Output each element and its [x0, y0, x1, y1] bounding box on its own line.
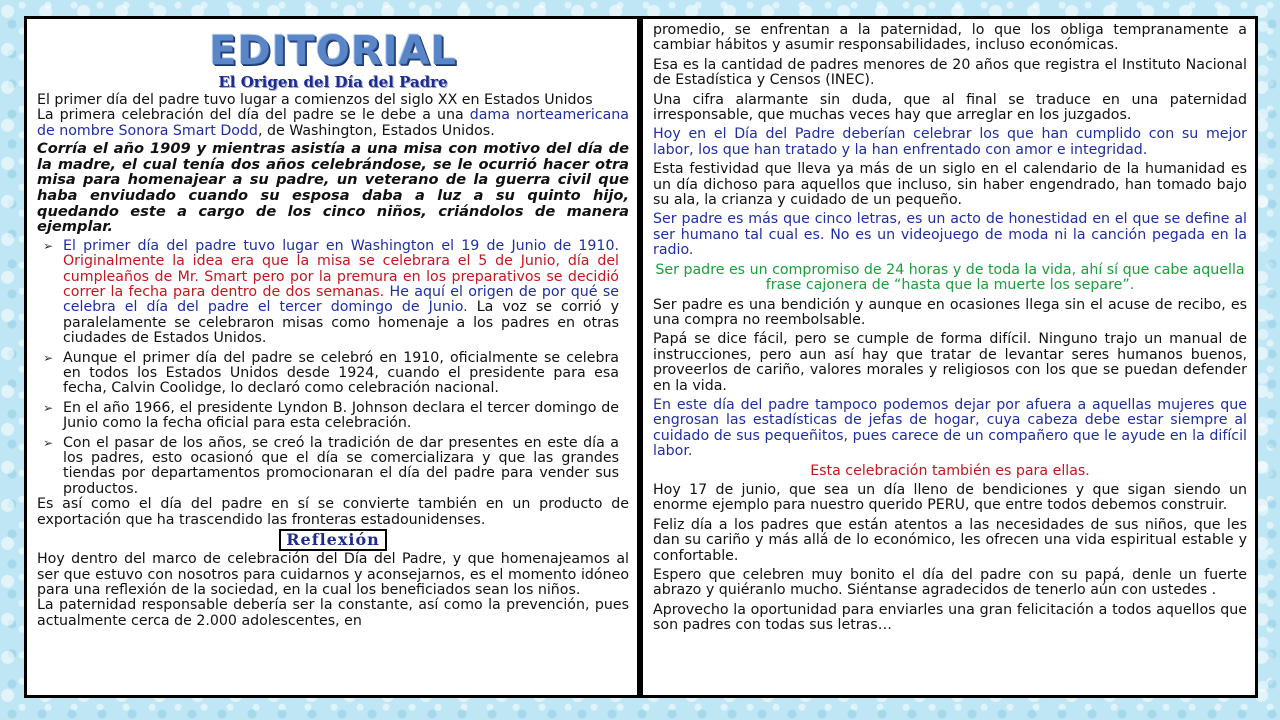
bullet-4-text: Con el pasar de los años, se creó la tradición de dar presentes en este día a los padres, esto ocasionó que el día se comercializara y que las grandes tiendas por departamentos promocionaran el día del padre para vender sus productos.: [63, 434, 619, 497]
bullet-arrow-icon: ➢: [43, 435, 54, 450]
list-item: [37, 436, 629, 498]
celebrate-paragraph: Hoy en el Día del Padre deberían celebrar los que han cumplido con su mejor labor, los que han tratado y la han enfrentado con amor e integridad.: [653, 126, 1247, 158]
origin-paragraph: [37, 108, 629, 139]
intro-paragraph: El primer día del padre tuvo lugar a comienzos del siglo XX en Estados Unidos: [37, 92, 593, 108]
bullet-1-b: Originalmente la idea era que la misa se celebrara el 5 de Junio, día del cumpleaños de Mr. Smart pero por la premura en los preparativos se decidió correr la fecha para dentro de dos semanas.: [63, 253, 619, 300]
hope-paragraph: Espero que celebren muy bonito el día del padre con su papá, denle un fuerte abrazo y quiéranlo mucho. Siéntanse agradecidos de tenerlo aún con ustedes .: [653, 567, 1247, 599]
export-paragraph: Es así como el día del padre en sí se convierte también en un producto de exportación que ha trascendido las fronteras estadounidenses.: [37, 496, 629, 528]
reflexion-heading: Reflexión: [279, 529, 387, 551]
for-them-line: Esta celebración también es para ellas.: [810, 462, 1090, 479]
origin-text-c: , de Washington, Estados Unidos.: [257, 122, 495, 139]
responsibility-paragraph: La paternidad responsable debería ser la constante, así como la prevención, pues actualmente cerca de 2.000 adolescentes, en: [37, 597, 629, 629]
bullet-1-d: La voz se corrió y paralelamente se celebraron misas como homenaje a los padres en otras ciudades de Estados Unidos.: [63, 299, 619, 347]
origin-text-a: La primera celebración del día del padre se le debe a una: [37, 107, 470, 124]
history-list: [37, 239, 629, 498]
story-paragraph: Corría el año 1909 y mientras asistía a una misa con motivo del día de la madre, el cual tenía dos años celebrándose, se le ocurrió hacer otra misa para homenajear a su padre, un veterano de la guerra civil que haba enviudado cuando su esposa daba a luz a su quinto hijo, quedando este a cargo de los cinco niños, criándolos de manera ejemplar.: [37, 140, 629, 236]
blessing-paragraph: Ser padre es una bendición y aunque en ocasiones llega sin el acuse de recibo, es una compra no reembolsable.: [653, 296, 1247, 328]
article-subtitle: El Origen del Día del Padre: [218, 73, 448, 91]
festivity-paragraph: Esta festividad que lleva ya más de un siglo en el calendario de la humanidad es un día dichoso para aquellos que incluso, sin haber engendrado, han tomado bajo su ala, la crianza y cuidado de un pequeño.: [653, 161, 1247, 209]
editorial-title: EDITORIAL: [209, 28, 457, 74]
june-paragraph: Hoy 17 de junio, que sea un día lleno de bendiciones y que sigan siendo un enorme ejemplo para nuestro querido PERU, que entre todos debemos construir.: [653, 481, 1247, 514]
list-item: [37, 239, 629, 347]
bullet-1-a: El primer día del padre tuvo lugar en Washington el 19 de Junio de 1910.: [63, 237, 619, 254]
bullet-2-text: Aunque el primer día del padre se celebró en 1910, oficialmente se celebra en todos los Estados Unidos desde 1924, cuando el presidente para esa fecha, Calvin Coolidge, lo declaró como celebración nacional.: [63, 349, 619, 397]
bullet-1-c: He aquí el origen de por qué se celebra el día del padre el tercer domingo de Junio.: [63, 284, 619, 316]
commitment-paragraph: Ser padre es un compromiso de 24 horas y de toda la vida, ahí sí que cabe aquella frase cajonera de “hasta que la muerte los separe”.: [655, 261, 1245, 294]
manual-paragraph: Papá se dice fácil, pero se cumple de forma difícil. Ninguno trajo un manual de instrucciones, pero aun así hay que tratar de levantar seres humanos buenos, proveerlos de cariño, valores morales y religiosos con los que se puedan defender en la vida.: [653, 331, 1247, 394]
happy-day-paragraph: Feliz día a los padres que están atentos a las necesidades de sus niños, que les dan su cariño y más allá de lo económico, les ofrecen una vida espiritual estable y confortable.: [653, 516, 1247, 564]
mothers-paragraph: En este día del padre tampoco podemos dejar por afuera a aquellas mujeres que engrosan las estadísticas de jefas de hogar, cuya cabeza debe estar siempre al cuidado de sus pequeñitos, pues carece de un compañero que le ayude en la difícil labor.: [653, 396, 1247, 460]
alarm-paragraph: Una cifra alarmante sin duda, que al final se traduce en una paternidad irresponsable, que muchas veces hay que arreglar en los juzgados.: [653, 91, 1247, 124]
closing-paragraph: Aprovecho la oportunidad para enviarles una gran felicitación a todos aquellos que son padres con todas sus letras…: [653, 601, 1247, 634]
right-column: [640, 16, 1258, 698]
five-letters-paragraph: Ser padre es más que cinco letras, es un acto de honestidad en el que se define al ser humano tal cual es. No es un videojuego de moda ni la canción pegada en la radio.: [653, 211, 1247, 259]
origin-text-b: dama norteamericana de nombre Sonora Smart Dodd: [37, 107, 629, 139]
reflexion-heading-wrap: [37, 529, 629, 551]
left-column: [24, 16, 640, 698]
inec-paragraph: Esa es la cantidad de padres menores de 20 años que registra el Instituto Nacional de Estadística y Censos (INEC).: [653, 56, 1247, 89]
bullet-arrow-icon: ➢: [43, 400, 54, 415]
bullet-arrow-icon: ➢: [43, 238, 54, 253]
list-item: [37, 401, 629, 432]
bullet-3-text: En el año 1966, el presidente Lyndon B. Johnson declara el tercer domingo de Junio como la fecha oficial para esta celebración.: [63, 399, 619, 432]
reflexion-paragraph: Hoy dentro del marco de celebración del Día del Padre, y que homenajeamos al ser que estuvo con nosotros para cuidarnos y aconsejarnos, es el momento idóneo para una reflexión de la sociedad, en la cual los beneficiados sean los niños.: [37, 551, 629, 598]
list-item: [37, 351, 629, 397]
bullet-arrow-icon: ➢: [43, 350, 54, 365]
continued-paragraph: promedio, se enfrentan a la paternidad, lo que los obliga tempranamente a cambiar hábitos y asumir responsabilidades, incluso económicas.: [653, 22, 1247, 54]
